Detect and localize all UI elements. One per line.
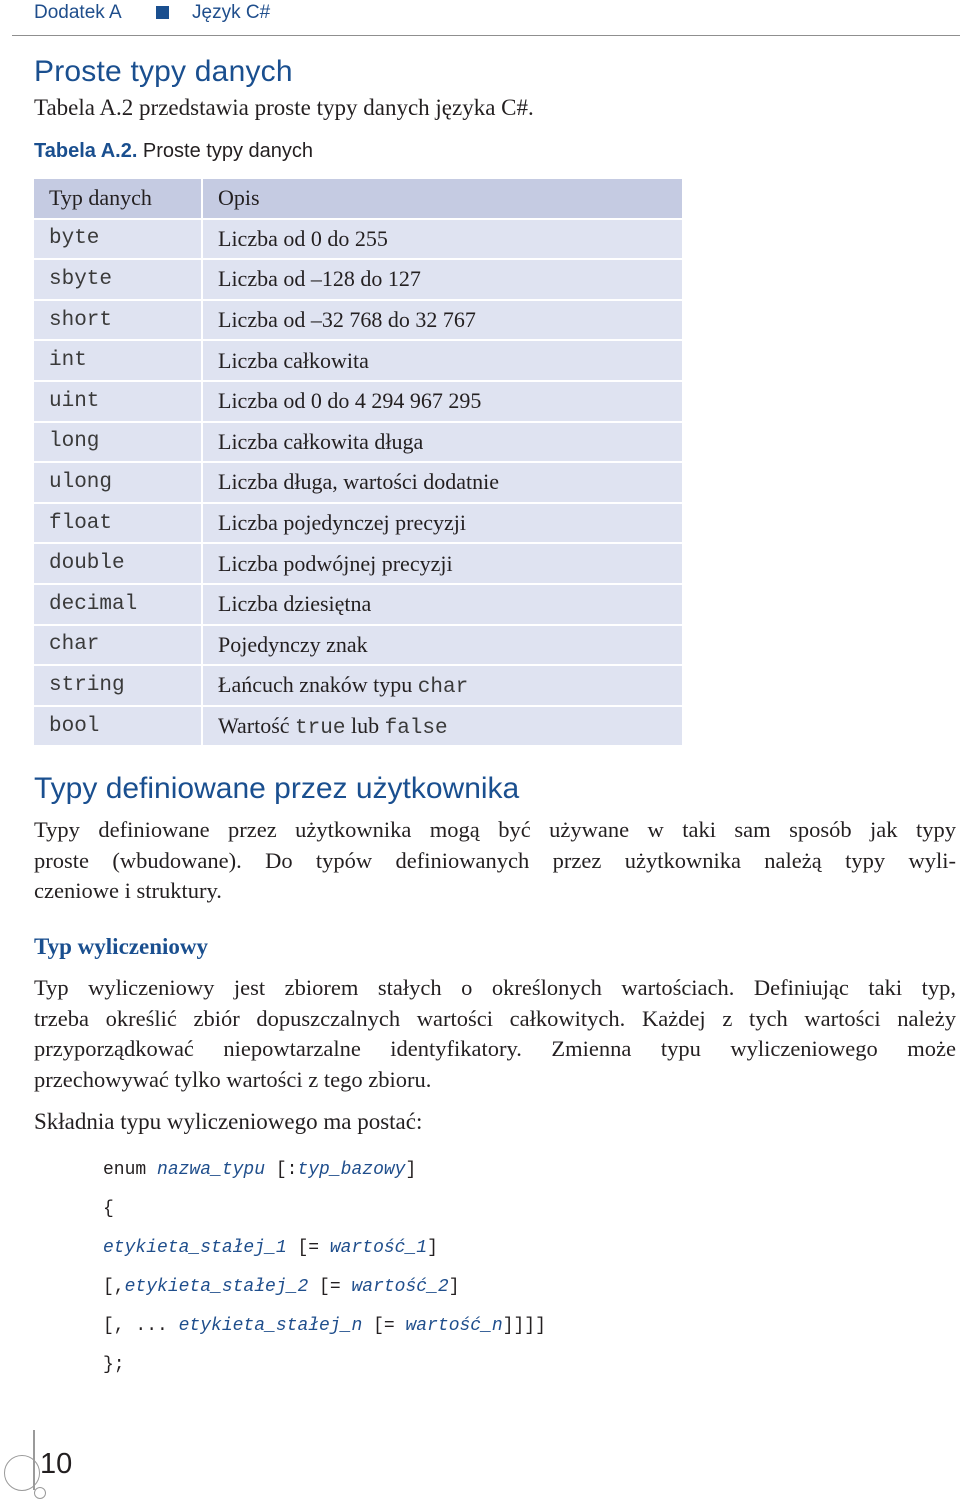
section-title-simple-types: Proste typy danych [34,55,293,88]
column-header-description: Opis [203,179,682,220]
page-number-dot-icon [34,1487,46,1499]
simple-types-table [34,179,682,747]
code-line [103,1238,438,1258]
code-text: [= [362,1316,406,1336]
running-header [0,0,960,30]
description-text: Wartość [218,712,296,738]
type-cell: int [34,341,203,382]
table-row [34,220,682,261]
inline-code: char [417,675,469,699]
paragraph-line: Typy definiowane przez użytkownika mogą być używane w taki sam sposób jak typy [34,817,956,842]
type-cell: ulong [34,463,203,504]
code-placeholder: wartość_n [405,1316,503,1336]
paragraph-line: Typ wyliczeniowy jest zbiorem stałych o określonych wartościach. Definiując taki typ, [34,975,956,1000]
page-number-area [0,1430,110,1505]
syntax-lead: Składnia typu wyliczeniowego ma postać: [34,1109,423,1134]
code-text: [= [286,1238,330,1258]
type-cell: short [34,301,203,342]
table-row [34,463,682,504]
page-number-circle-icon [4,1455,40,1491]
description-cell: Liczba od –128 do 127 [203,260,682,301]
table-row [34,626,682,667]
code-text: [= [308,1277,352,1297]
table-row [34,260,682,301]
description-cell: Liczba całkowita [203,341,682,382]
description-cell: Liczba od 0 do 255 [203,220,682,261]
header-square-icon [156,6,169,19]
code-placeholder: etykieta_stałej_1 [103,1238,287,1258]
table-row [34,585,682,626]
description-text: lub [345,712,385,738]
code-text: [, [103,1277,125,1297]
table-row [34,301,682,342]
table-row [34,504,682,545]
code-line: }; [103,1355,125,1375]
table-caption [34,140,313,163]
table-row [34,666,682,707]
paragraph-line: przyporządkować niepowtarzalne identyfikatory. Zmienna typu wyliczeniowego może [34,1036,956,1061]
type-cell: float [34,504,203,545]
type-cell: decimal [34,585,203,626]
description-cell: Pojedynczy znak [203,626,682,667]
type-cell: char [34,626,203,667]
paragraph-line: czeniowe i struktury. [34,878,222,903]
description-cell: Liczba od –32 768 do 32 767 [203,301,682,342]
code-text: [, ... [103,1316,179,1336]
code-line [103,1277,460,1297]
table-row [34,544,682,585]
code-line [103,1160,416,1180]
description-cell: Liczba długa, wartości dodatnie [203,463,682,504]
type-cell: long [34,423,203,464]
code-placeholder: wartość_1 [329,1238,428,1258]
table-row [34,707,682,748]
inline-code: true [295,716,346,740]
code-placeholder: typ_bazowy [297,1160,406,1180]
table-header-row [34,179,682,220]
type-cell: double [34,544,203,585]
subsection-title-enum: Typ wyliczeniowy [34,934,208,959]
section-intro: Tabela A.2 przedstawia proste typy danych języka C#. [34,95,534,120]
code-text: ] [427,1238,438,1258]
description-cell: Liczba całkowita długa [203,423,682,464]
description-cell: Liczba podwójnej precyzji [203,544,682,585]
description-text: Łańcuch znaków typu [218,671,418,697]
paragraph-line: przechowywać tylko wartości z tego zbioru. [34,1066,432,1092]
table-caption-label: Tabela A.2. [34,140,138,162]
code-text: [: [265,1160,298,1180]
code-placeholder: wartość_2 [351,1277,449,1297]
section-title-user-types: Typy definiowane przez użytkownika [34,772,520,805]
header-rule [12,35,960,36]
inline-code: false [384,716,448,740]
code-placeholder: nazwa_typu [157,1160,266,1180]
type-cell: byte [34,220,203,261]
code-text: ]]]] [502,1316,546,1336]
column-header-type: Typ danych [34,179,203,220]
code-line [103,1316,546,1336]
table-caption-text: Proste typy danych [137,140,314,162]
header-chapter: Dodatek A [34,2,122,23]
type-cell: bool [34,707,203,748]
paragraph-line: trzeba określić zbiór dopuszczalnych wartości całkowitych. Każdej z tych wartości należy [34,1005,956,1031]
type-cell: string [34,666,203,707]
table-row [34,382,682,423]
description-cell: Liczba dziesiętna [203,585,682,626]
description-cell: Liczba pojedynczej precyzji [203,504,682,545]
type-cell: sbyte [34,260,203,301]
header-topic: Język C# [192,2,271,23]
description-cell: Liczba od 0 do 4 294 967 295 [203,382,682,423]
user-types-paragraph [34,815,956,907]
page-number: 10 [40,1448,73,1480]
code-placeholder: etykieta_stałej_2 [124,1277,309,1297]
table-row [34,423,682,464]
code-text: ] [448,1277,460,1297]
enum-paragraph [34,973,956,1095]
code-keyword: enum [103,1160,158,1180]
code-placeholder: etykieta_stałej_n [178,1316,363,1336]
paragraph-line: proste (wbudowane). Do typów definiowanych przez użytkownika należą typy wyli- [34,847,956,873]
description-cell [203,666,682,707]
description-cell [203,707,682,748]
table-row [34,341,682,382]
type-cell: uint [34,382,203,423]
code-text: ] [405,1160,417,1180]
code-line: { [103,1199,114,1219]
